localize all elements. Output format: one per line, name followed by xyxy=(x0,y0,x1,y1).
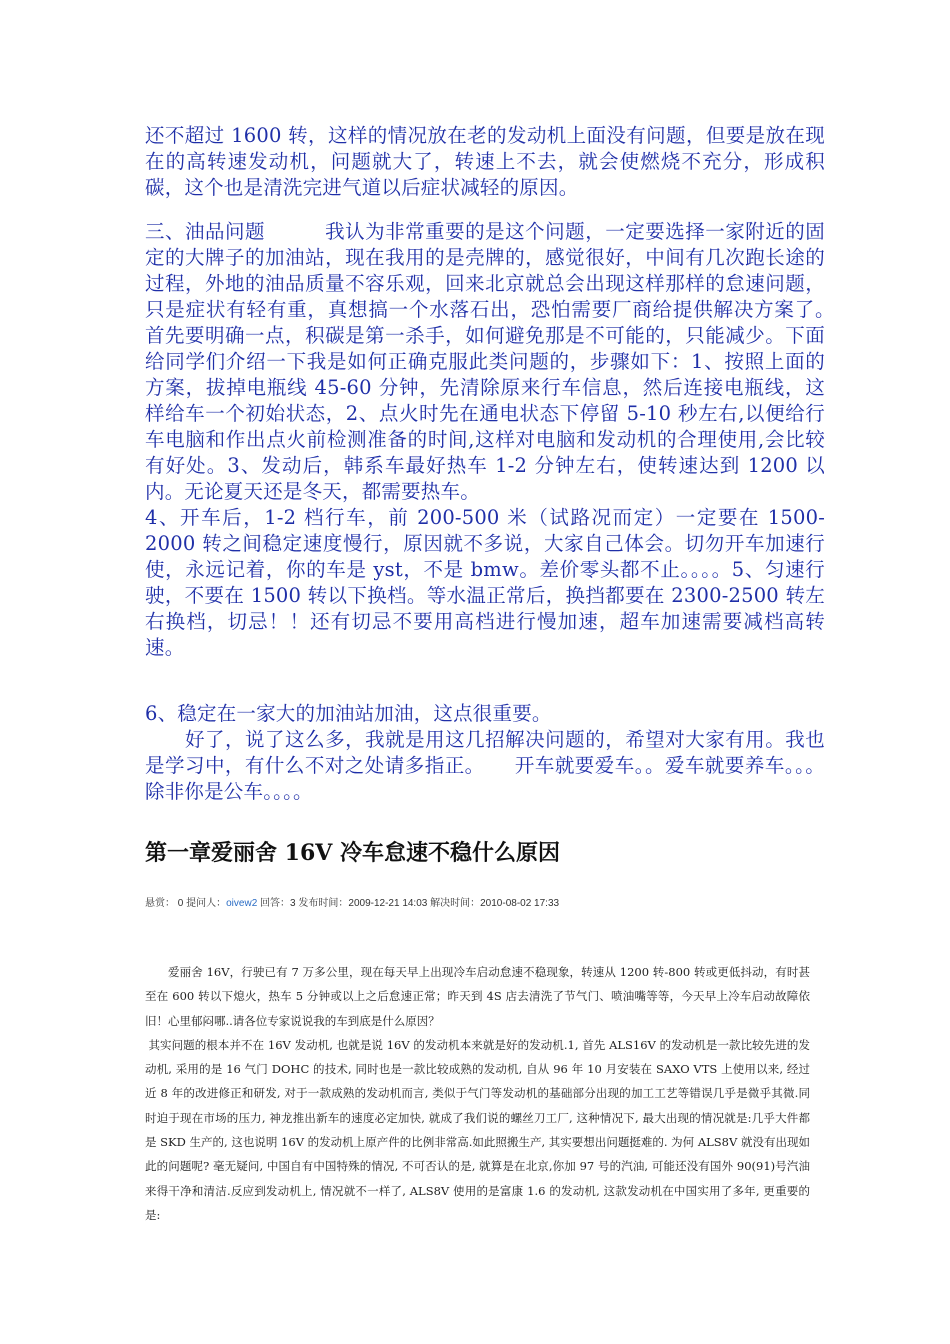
question-meta xyxy=(145,894,825,909)
forum-answer-continuation xyxy=(145,123,885,805)
asker-link[interactable]: oivew2 xyxy=(226,898,258,909)
meta-suffix: 回答：3 发布时间：2009-12-21 14:03 解决时间：2010-08-02 17:33 xyxy=(257,898,560,909)
chapter-heading: 第一章爱丽舍 16V 冷车怠速不稳什么原因 xyxy=(145,840,561,866)
question-and-answer xyxy=(145,960,810,1227)
paragraph-carbon-buildup: 还不超过 1600 转，这样的情况放在老的发动机上面没有问题，但要是放在现在的高转速发动机，问题就大了，转速上不去，就会使燃烧不充分，形成积碳，这个也是清洗完进气道以后症状减轻的原因。 xyxy=(145,124,825,199)
answer-text: 其实问题的根本并不在 16V 发动机, 也就是说 16V 的发动机本来就是好的发动机.1, 首先 ALS16V 的发动机是一款比较先进的发动机, 采用的是 16 气门 DOHC 的技术, 同时也是一款比较成熟的发动机, 自从 96 年 10 月安装在 SAXO VTS 上使用以来, 经过近 8 年的改进修正和研发, 对于一款成熟的发动机而言, 类似于气门等发动机的基础部分出现的加工工艺等错误几乎是微乎其微.同时迫于现在市场的压力, 神龙推出新车的速度必定加快, 就成了我们说的螺丝刀工厂, 这种情况下, 最大出现的情况就是:几乎大件都是 SKD 生产的, 这也说明 16V 的发动机上原产件的比例非常高.如此照搬生产, 其实要想出问题挺难的. 为何 ALS8V 就没有出现如此的问题呢? 毫无疑问, 中国自有中国特殊的情况, 不可否认的是, 就算是在北京,你加 97 号的汽油, 可能还没有国外 90(91)号汽油来得干净和清洁.反应到发动机上, 情况就不一样了, ALS8V 使用的是富康 1.6 的发动机, 这款发动机在中国实用了多年, 更重要的是: xyxy=(145,1037,810,1222)
paragraph-step-six: 6、稳定在一家大的加油站加油，这点很重要。 xyxy=(145,702,552,725)
paragraph-fuel-quality: 三、油品问题 我认为非常重要的是这个问题，一定要选择一家附近的固定的大牌子的加油站，现在我用的是壳牌的，感觉很好，中间有几次跑长途的过程，外地的油品质量不容乐观，回来北京就总会出现这样那样的怠速问题，只是症状有轻有重，真想搞一个水落石出，恐怕需要厂商给提供解决方案了。 首先要明确一点，积碳是第一杀手，如何避免那是不可能的，只能减少。下面给同学们介绍一下我是如何正确克服此类问题的，步骤如下：1、按照上面的方案，拔掉电瓶线 45-60 分钟，先清除原来行车信息，然后连接电瓶线，这样给车一个初始状态，2、点火时先在通电状态下停留 5-10 秒左右,以便给行车电脑和作出点火前检测准备的时间,这样对电脑和发动机的合理使用,会比较有好处。3、发动后，韩系车最好热车 1-2 分钟左右，使转速达到 1200 以内。无论夏天还是冬天，都需要热车。 xyxy=(145,220,885,503)
paragraph-driving-steps: 4、开车后，1-2 档行车，前 200-500 米（试路况而定）一定要在 1500-2000 转之间稳定速度慢行，原因就不多说，大家自己体会。切勿开车加速行使，永远记着，你的车是 yst，不是 bmw。差价零头都不止。。。。5、匀速行驶，不要在 1500 转以下换档。等水温正常后，换挡都要在 2300-2500 转左右换档，切忌！！还有切忌不要用高档进行慢加速，超车加速需要减档高转速。 xyxy=(145,506,825,659)
meta-prefix: 悬赏： 0 提问人： xyxy=(145,898,227,909)
question-text: 爱丽舍 16V，行驶已有 7 万多公里，现在每天早上出现冷车启动怠速不稳现象，转速从 1200 转-800 转或更低抖动，有时甚至在 600 转以下熄火，热车 5 分钟或以上之后怠速正常；昨天到 4S 店去清洗了节气门、喷油嘴等等，今天早上冷车启动故障依旧！心里郁闷哪..请各位专家说说我的车到底是什么原因？ xyxy=(145,965,810,1028)
paragraph-closing: 好了，说了这么多，我就是用这几招解决问题的，希望对大家有用。我也是学习中，有什么不对之处请多指正。 开车就要爱车。。爱车就要养车。。。除非你是公车。。。。 xyxy=(145,728,825,803)
